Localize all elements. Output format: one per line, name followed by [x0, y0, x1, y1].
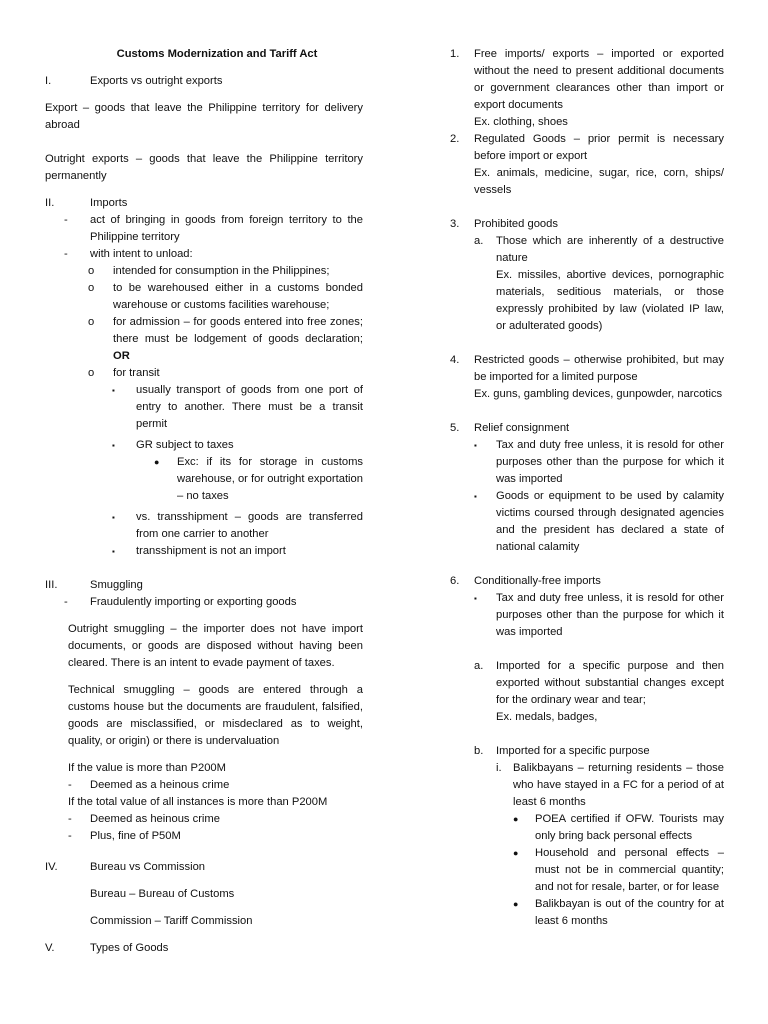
list-item [45, 811, 363, 828]
circle-marker: o [88, 282, 95, 294]
dash-marker: - [64, 214, 68, 226]
paragraph: Commission – Tariff Commission [90, 915, 253, 927]
item-text: Imported for a specific purpose and then exported without substantial changes except for the ordinary wear and tear; [496, 660, 724, 706]
section-title: Types of Goods [90, 942, 169, 954]
square-marker: ▪ [474, 441, 477, 450]
list-text: GR subject to taxes [136, 439, 234, 451]
list-text: for transit [113, 367, 160, 379]
bullet-marker: ● [513, 899, 519, 909]
paragraph: Bureau – Bureau of Customs [90, 888, 235, 900]
section-title: Bureau vs Commission [90, 861, 206, 873]
section-number: II. [45, 197, 55, 209]
list-item [45, 437, 363, 454]
numbered-item [450, 131, 724, 199]
paragraph: Technical smuggling – goods are entered through a customs house but the documents are fraudulent, falsified, goods are misclassified, or misdeclared as to weight, quality, or origin) or there is undervaluation [68, 684, 363, 747]
list-text: Exc: if its for storage in customs warehouse, or for outright exportation – no taxes [177, 456, 363, 502]
list-text: Fraudulently importing or exporting goods [90, 596, 297, 608]
list-item [45, 509, 363, 543]
item-roman: i. [496, 762, 502, 774]
list-text: Deemed as heinous crime [90, 813, 220, 825]
roman-item [450, 760, 724, 811]
item-number: 5. [450, 422, 460, 434]
circle-marker: o [88, 265, 95, 277]
list-item [450, 845, 724, 896]
list-item [45, 280, 363, 314]
item-text: Balikbayans – returning residents – those who have stayed in a FC for a period of at least 6 months [513, 762, 724, 808]
list-item [45, 246, 363, 263]
numbered-item [450, 352, 724, 403]
list-text: intended for consumption in the Philippines; [113, 265, 330, 277]
section-heading [45, 940, 363, 957]
dash-marker: - [68, 830, 72, 842]
list-item [450, 896, 724, 930]
bullet-marker: ● [513, 848, 519, 858]
list-item [450, 437, 724, 488]
item-text: Regulated Goods – prior permit is necessary before import or export [474, 133, 724, 162]
section-title: Imports [90, 197, 128, 209]
document-title: Customs Modernization and Tariff Act [116, 48, 318, 60]
list-text: vs. transshipment – goods are transferred from one carrier to another [136, 511, 363, 540]
list-item [450, 488, 724, 556]
list-item [45, 314, 363, 365]
lettered-item [450, 658, 724, 726]
numbered-item [450, 216, 724, 233]
item-body [496, 658, 724, 726]
list-item [450, 811, 724, 845]
item-letter: b. [474, 745, 484, 757]
item-letter: a. [474, 235, 484, 247]
section-number: I. [45, 75, 52, 87]
paragraph: Export – goods that leave the Philippine territory for delivery abroad [45, 102, 363, 131]
paragraph: If the value is more than P200M [68, 762, 226, 774]
lettered-item [450, 743, 724, 760]
list-item [45, 454, 363, 505]
lettered-item [450, 233, 724, 335]
item-number: 2. [450, 133, 460, 145]
dash-marker: - [68, 813, 72, 825]
example-text: Ex. clothing, shoes [474, 116, 568, 128]
section-number: IV. [45, 861, 58, 873]
item-text: Imported for a specific purpose [496, 745, 650, 757]
list-item [45, 828, 363, 845]
list-text: Tax and duty free unless, it is resold for other purposes other than the purpose for which it was imported [496, 592, 724, 638]
left-column [45, 46, 363, 957]
section-heading [45, 73, 363, 90]
list-text: Tax and duty free unless, it is resold for other purposes other than the purpose for which it was imported [496, 439, 724, 485]
numbered-item [450, 46, 724, 131]
list-item [45, 212, 363, 246]
item-body [474, 46, 724, 131]
list-item [45, 543, 363, 560]
section-heading [45, 859, 363, 876]
item-number: 3. [450, 218, 460, 230]
list-text: Balikbayan is out of the country for at least 6 months [535, 898, 724, 927]
section-heading [45, 577, 363, 594]
item-text: Conditionally-free imports [474, 575, 601, 587]
square-marker: ▪ [112, 547, 115, 556]
list-text: Goods or equipment to be used by calamity victims coursed through designated agencies and the president has declared a state of national calamity [496, 490, 724, 553]
list-text: usually transport of goods from one port of entry to another. There must be a transit permit [136, 384, 363, 430]
list-text: Household and personal effects – must not be in commercial quantity; and not for resale, barter, or for lease [535, 847, 724, 893]
right-column [450, 46, 724, 930]
section-heading [45, 195, 363, 212]
dash-marker: - [64, 248, 68, 260]
square-marker: ▪ [474, 492, 477, 501]
circle-marker: o [88, 316, 95, 328]
item-letter: a. [474, 660, 484, 672]
numbered-item [450, 573, 724, 590]
list-item [45, 594, 363, 611]
paragraph: Outright exports – goods that leave the Philippine territory permanently [45, 153, 363, 182]
list-text: POEA certified if OFW. Tourists may only bring back personal effects [535, 813, 724, 842]
emphasis-or: OR [113, 350, 130, 362]
list-text: transshipment is not an import [136, 545, 286, 557]
list-item [45, 382, 363, 433]
square-marker: ▪ [474, 594, 477, 603]
list-item [45, 365, 363, 382]
dash-marker: - [68, 779, 72, 791]
section-number: III. [45, 579, 58, 591]
paragraph: Outright smuggling – the importer does not have import documents, or goods are disposed without having been cleared. There is an intent to evade payment of taxes. [68, 623, 363, 669]
item-body [496, 233, 724, 335]
list-item [45, 263, 363, 280]
list-text: Plus, fine of P50M [90, 830, 181, 842]
square-marker: ▪ [112, 386, 115, 395]
square-marker: ▪ [112, 513, 115, 522]
example-text: Ex. medals, badges, [496, 711, 598, 723]
item-number: 4. [450, 354, 460, 366]
item-text: Restricted goods – otherwise prohibited, but may be imported for a limited purpose [474, 354, 724, 383]
bullet-marker: ● [154, 457, 160, 467]
section-number: V. [45, 942, 55, 954]
list-text-part: for admission – for goods entered into free zones; there must be lodgement of goods declaration; [113, 316, 363, 345]
square-marker: ▪ [112, 441, 115, 450]
section-title: Smuggling [90, 579, 143, 591]
bullet-marker: ● [513, 814, 519, 824]
item-number: 6. [450, 575, 460, 587]
example-text: Ex. missiles, abortive devices, pornographic materials, seditious materials, or those expressly prohibited by law (violated IP law, or adulterated goods) [496, 269, 724, 332]
numbered-item [450, 420, 724, 437]
item-number: 1. [450, 48, 460, 60]
list-text [113, 314, 363, 365]
list-item [450, 590, 724, 641]
item-text: Free imports/ exports – imported or exported without the need to present additional documents or government clearances other than import or export documents [474, 48, 724, 111]
list-text: act of bringing in goods from foreign territory to the Philippine territory [90, 214, 363, 243]
item-text: Those which are inherently of a destructive nature [496, 235, 724, 264]
item-text: Relief consignment [474, 422, 570, 434]
example-text: Ex. animals, medicine, sugar, rice, corn, ships/ vessels [474, 167, 724, 196]
circle-marker: o [88, 367, 95, 379]
dash-marker: - [64, 596, 68, 608]
item-text: Prohibited goods [474, 218, 558, 230]
list-item [45, 777, 363, 794]
section-title: Exports vs outright exports [90, 75, 223, 87]
paragraph: If the total value of all instances is more than P200M [68, 796, 328, 808]
list-text: Deemed as a heinous crime [90, 779, 230, 791]
item-body [474, 131, 724, 199]
list-text: with intent to unload: [90, 248, 193, 260]
list-text: to be warehoused either in a customs bonded warehouse or customs facilities warehouse; [113, 282, 363, 311]
example-text: Ex. guns, gambling devices, gunpowder, narcotics [474, 388, 723, 400]
item-body [474, 352, 724, 403]
